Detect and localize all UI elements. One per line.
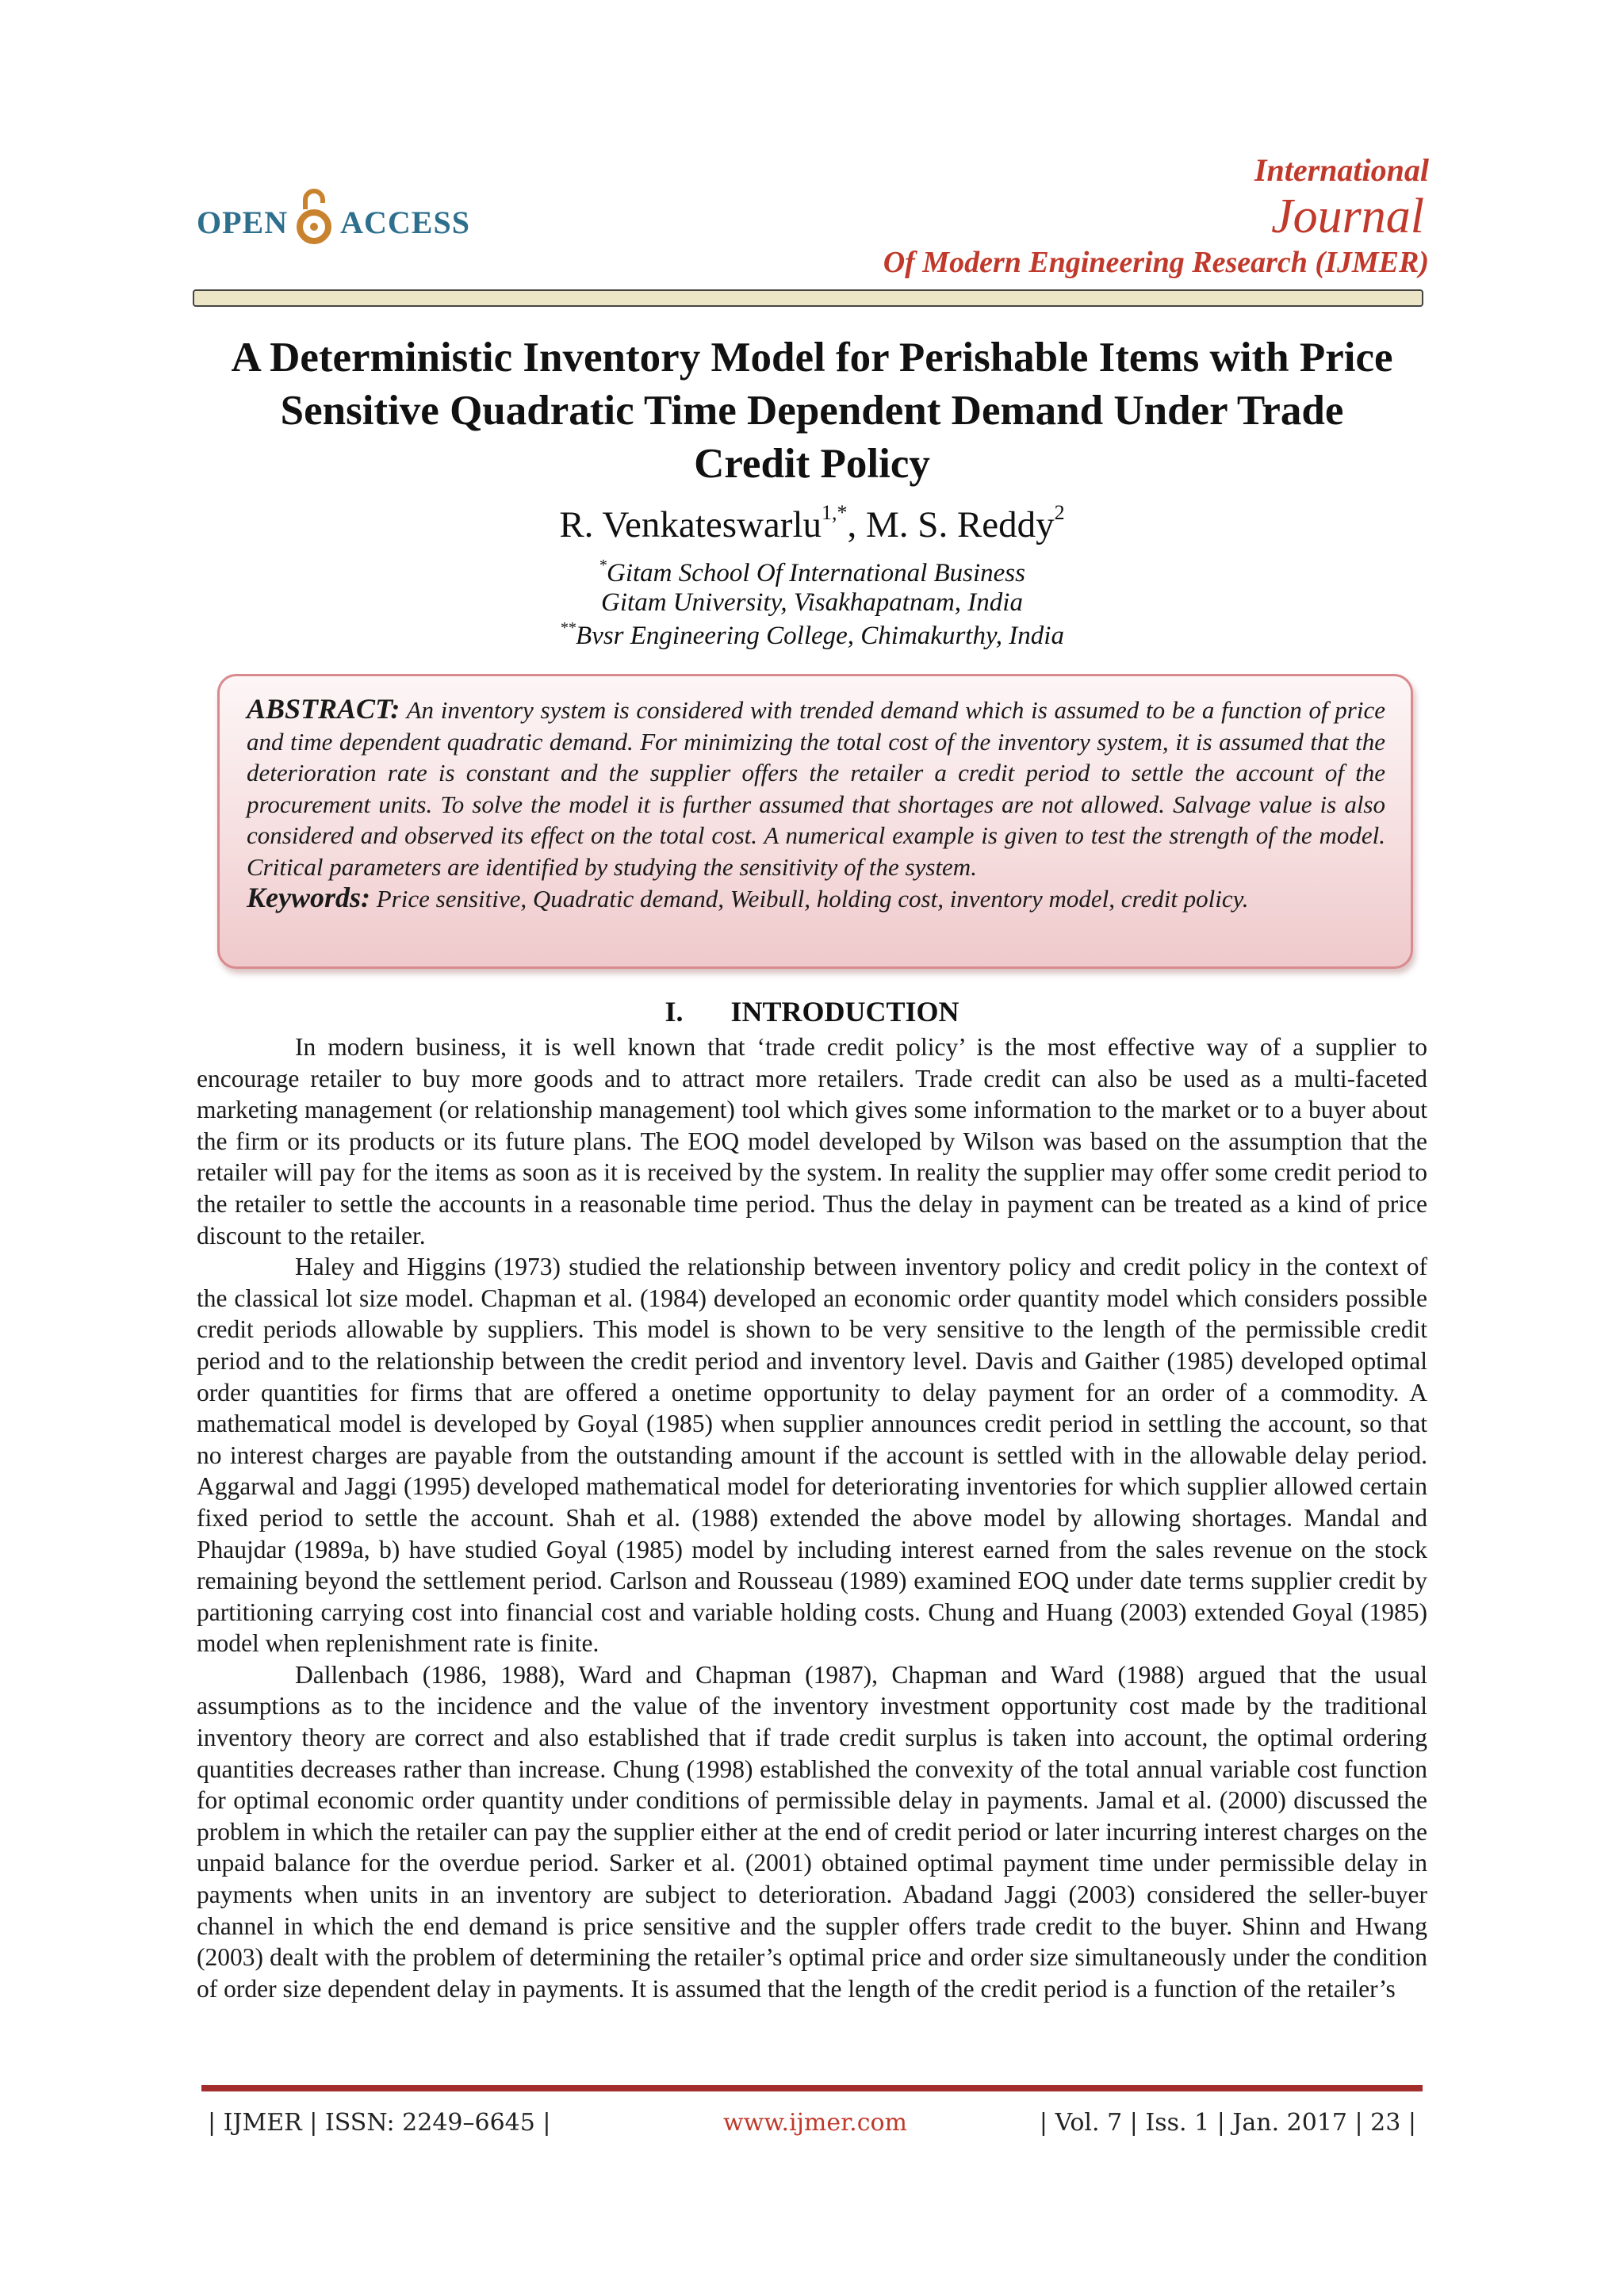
header-rule bbox=[193, 289, 1423, 307]
paper-title bbox=[159, 331, 1465, 491]
open-access-logo bbox=[197, 190, 470, 254]
footer-issn: | IJMER | ISSN: 2249–6645 | bbox=[208, 2109, 551, 2137]
abstract-label: ABSTRACT: bbox=[247, 693, 400, 725]
abstract-box bbox=[217, 674, 1413, 969]
author-separator: , bbox=[847, 504, 867, 545]
author-1-mark: 1,* bbox=[822, 501, 848, 524]
footer-volume-page: | Vol. 7 | Iss. 1 | Jan. 2017 | 23 | bbox=[1039, 2109, 1416, 2137]
open-text: OPEN bbox=[197, 204, 289, 240]
affiliation-1-mark: * bbox=[599, 557, 607, 574]
affiliation-3-mark: ** bbox=[560, 619, 576, 637]
footer-rule bbox=[201, 2085, 1423, 2091]
affiliation-2: Gitam University, Visakhapatnam, India bbox=[601, 588, 1023, 617]
affiliation-1-text: Gitam School Of International Business bbox=[607, 559, 1025, 587]
author-2: M. S. Reddy bbox=[866, 504, 1055, 545]
abstract-text: An inventory system is considered with trended demand which is assumed to be a function of price and time dependent quadratic demand. For minimizing the total cost of the inventory system, it is assumed that the deterioration rate is constant and the supplier offers the retailer a credit period to settle the account of the procurement units. To solve the model it is further assumed that shortages are not allowed. Salvage value is also considered and observed its effect on the total cost. A numerical example is given to test the strength of the model. Critical parameters are identified by studying the sensitivity of the system. bbox=[247, 696, 1385, 881]
author-2-mark: 2 bbox=[1054, 501, 1065, 524]
author-1: R. Venkateswarlu bbox=[559, 504, 822, 545]
keywords-paragraph bbox=[247, 882, 1385, 915]
title-line-1: A Deterministic Inventory Model for Perishable Items with Price bbox=[231, 335, 1393, 381]
body-paragraph-2: Haley and Higgins (1973) studied the relationship between inventory policy and credit policy in the context of the classical lot size model. Chapman et al. (1984) developed an economic order quantity model which considers possible credit periods allowable by suppliers. This model is shown to be very sensitive to the length of the permissible credit period and to the relationship between the credit period and inventory level. Davis and Gaither (1985) developed optimal order quantities for firms that are offered a onetime opportunity to delay payment for an order of a commodity. A mathematical model is developed by Goyal (1985) when supplier announces credit period in settling the account, so that no interest charges are payable from the outstanding amount if the account is settled with in the allowable delay period. Aggarwal and Jaggi (1995) developed mathematical model for deteriorating inventories for which supplier allowed certain fixed period to settle the account. Shah et al. (1988) extended the above model by allowing shortages. Mandal and Phaujdar (1989a, b) have studied Goyal (1985) model by including interest earned from the sales revenue on the stock remaining beyond the settlement period. Carlson and Rousseau (1989) examined EOQ under date terms supplier credit by partitioning carrying cost into financial cost and variable holding costs. Chung and Huang (2003) extended Goyal (1985) model when replenishment rate is finite. bbox=[197, 1253, 1427, 1658]
journal-line-international: International bbox=[1254, 152, 1429, 188]
keywords-text: Price sensitive, Quadratic demand, Weibull, holding cost, inventory model, credit policy. bbox=[370, 885, 1249, 913]
journal-line-name: Of Modern Engineering Research (IJMER) bbox=[883, 246, 1429, 279]
open-access-lock-icon bbox=[296, 186, 332, 249]
abstract-paragraph bbox=[247, 694, 1385, 882]
section-title: INTRODUCTION bbox=[730, 996, 959, 1027]
section-number: I. bbox=[665, 996, 684, 1027]
body-text bbox=[197, 1031, 1427, 2004]
access-text: ACCESS bbox=[340, 204, 470, 240]
title-line-3: Credit Policy bbox=[694, 441, 930, 487]
title-line-2: Sensitive Quadratic Time Dependent Demand Under Trade bbox=[280, 388, 1344, 434]
journal-masthead bbox=[883, 151, 1429, 282]
affiliation-3-text: Bvsr Engineering College, Chimakurthy, India bbox=[576, 622, 1064, 650]
body-paragraph-1: In modern business, it is well known that ‘trade credit policy’ is the most effective way of a supplier to encourage retailer to buy more goods and to attract more retailers. Trade credit can also be used as a multi-faceted marketing management (or relationship management) tool which gives some information to the market or to a buyer about the firm or its products or its future plans. The EOQ model developed by Wilson was based on the assumption that the retailer will pay for the items as soon as it is received by the system. In reality the supplier may offer some credit period to the retailer to settle the accounts in a reasonable time period. Thus the delay in payment can be treated as a kind of price discount to the retailer. bbox=[197, 1033, 1427, 1249]
keywords-label: Keywords: bbox=[247, 882, 370, 913]
authors bbox=[0, 501, 1624, 546]
affiliation-3 bbox=[0, 619, 1624, 651]
affiliation-1 bbox=[0, 557, 1624, 588]
body-paragraph-3: Dallenbach (1986, 1988), Ward and Chapman (1987), Chapman and Ward (1988) argued that the usual assumptions as to the incidence and the value of the inventory investment opportunity cost made by the traditional inventory theory are correct and also established that if trade credit surplus is taken into account, the optimal ordering quantities decreases rather than increase. Chung (1998) established the convexity of the total annual variable cost function for optimal economic order quantity under conditions of permissible delay in payments. Jamal et al. (2000) discussed the problem in which the retailer can pay the supplier either at the end of credit period or later incurring interest charges on the unpaid balance for the overdue period. Sarker et al. (2001) obtained optimal payment time under permissible delay in payments when units in an inventory are subject to deterioration. Abadand Jaggi (2003) considered the seller-buyer channel in which the end demand is price sensitive and the suppler offers trade credit to the buyer. Shinn and Hwang (2003) dealt with the problem of determining the retailer’s optimal price and order size simultaneously under the condition of order size dependent delay in payments. It is assumed that the length of the credit period is a function of the retailer’s bbox=[197, 1660, 1427, 2003]
footer-website-link[interactable]: www.ijmer.com bbox=[723, 2109, 908, 2137]
section-heading bbox=[0, 995, 1624, 1028]
journal-line-journal: Journal bbox=[1271, 189, 1424, 243]
